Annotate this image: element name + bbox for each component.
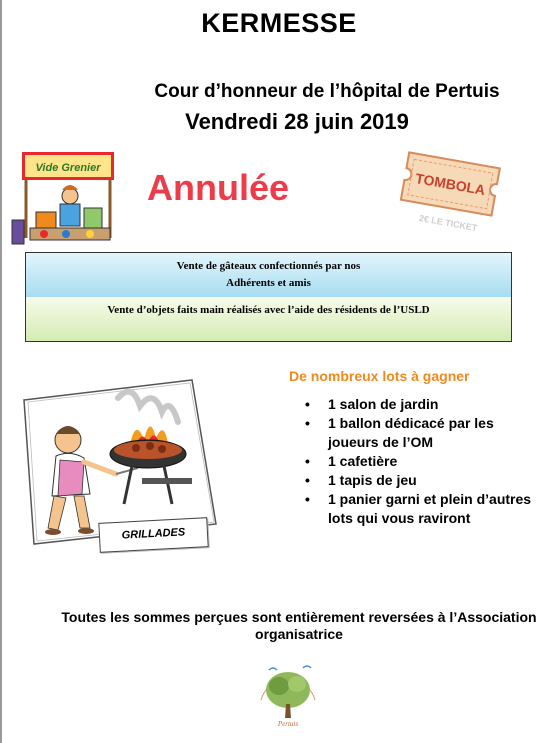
logo-text: Pertuis <box>277 720 299 728</box>
vide-grenier-illustration <box>8 150 128 246</box>
prize-item: • 1 cafetière <box>305 452 545 471</box>
event-venue: Cour d’honneur de l’hôpital de Pertuis <box>154 81 500 102</box>
tombola-ticket-illustration <box>396 146 504 232</box>
footer-note: Toutes les sommes perçues sont entièrement reversées à l’Association organisatrice <box>61 609 537 642</box>
prize-item: • 1 ballon dédicacé par les joueurs de l’OM <box>305 414 545 452</box>
page-title: KERMESSE <box>201 8 357 38</box>
vide-grenier-sign-text: Vide Grenier <box>35 162 101 174</box>
tombola-text: TOMBOLA <box>414 170 487 199</box>
association-logo <box>253 660 323 728</box>
activity-box-crafts <box>25 297 512 342</box>
activity-box-cakes <box>25 252 512 298</box>
cancelled-notice: Annulée <box>147 167 290 208</box>
prizes-list <box>305 395 545 528</box>
prizes-title: De nombreux lots à gagner <box>289 368 470 384</box>
prize-item: • 1 tapis de jeu <box>305 471 545 490</box>
activity-cakes-line2: Adhérents et amis <box>226 277 311 289</box>
prize-item: • 1 salon de jardin <box>305 395 545 414</box>
activity-cakes-line1: Vente de gâteaux confectionnés par nos <box>176 260 361 272</box>
grillades-caption-box <box>98 517 208 553</box>
ticket-price-text: 2€ LE TICKET <box>418 212 479 232</box>
prize-item: • 1 panier garni et plein d’autres lots qui vous raviront <box>305 490 545 528</box>
grillades-caption: GRILLADES <box>121 526 186 542</box>
activity-crafts-text: Vente d’objets faits main réalisés avec l’aide des résidents de l’USLD <box>107 304 430 316</box>
event-date: Vendredi 28 juin 2019 <box>185 109 409 134</box>
